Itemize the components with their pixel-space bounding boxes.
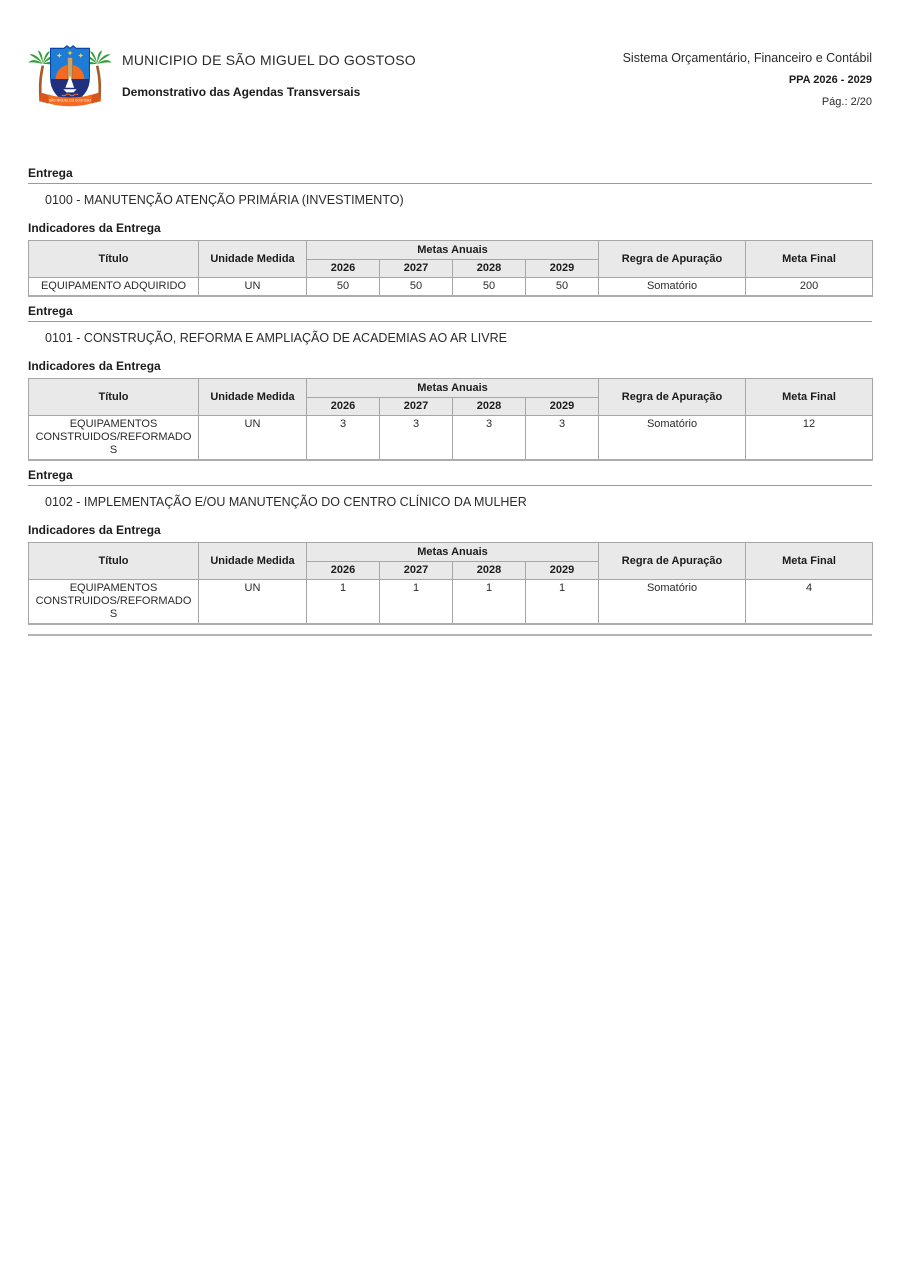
col-header-year-2028: 2028	[453, 562, 526, 580]
ppa-period: PPA 2026 - 2029	[788, 74, 872, 86]
shield	[51, 46, 90, 104]
col-header-year-2026: 2026	[307, 562, 380, 580]
cell-meta-2028: 50	[453, 278, 526, 297]
cell-titulo: EQUIPAMENTOS CONSTRUIDOS/REFORMADOS	[29, 416, 199, 461]
col-header-metas-anuais: Metas Anuais	[307, 543, 599, 562]
cell-titulo: EQUIPAMENTO ADQUIRIDO	[29, 278, 199, 297]
municipal-coat-of-arms-icon	[28, 36, 112, 118]
col-header-unidade-medida: Unidade Medida	[199, 241, 307, 278]
indicator-row	[29, 416, 873, 461]
col-header-unidade-medida: Unidade Medida	[199, 379, 307, 416]
header-titles	[122, 36, 416, 99]
cell-meta-2029: 3	[526, 416, 599, 461]
entrega-section	[28, 304, 872, 461]
col-header-year-2029: 2029	[526, 562, 599, 580]
cell-meta-2027: 50	[380, 278, 453, 297]
cell-unidade-medida: UN	[199, 416, 307, 461]
cell-regra-apuracao: Somatório	[599, 278, 746, 297]
col-header-year-2026: 2026	[307, 398, 380, 416]
indicators-heading: Indicadores da Entrega	[28, 221, 161, 235]
col-header-year-2026: 2026	[307, 260, 380, 278]
col-header-titulo: Título	[29, 543, 199, 580]
cell-meta-final: 200	[746, 278, 873, 297]
col-header-regra-apuracao: Regra de Apuração	[599, 241, 746, 278]
cell-titulo: EQUIPAMENTOS CONSTRUIDOS/REFORMADOS	[29, 580, 199, 625]
col-header-titulo: Título	[29, 379, 199, 416]
indicators-table	[28, 542, 873, 625]
entrega-title: 0100 - MANUTENÇÃO ATENÇÃO PRIMÁRIA (INVESTIMENTO)	[45, 193, 404, 207]
cell-meta-2026: 1	[307, 580, 380, 625]
col-header-metas-anuais: Metas Anuais	[307, 379, 599, 398]
closing-divider	[28, 634, 872, 636]
cell-meta-final: 12	[746, 416, 873, 461]
col-header-year-2029: 2029	[526, 398, 599, 416]
indicators-heading: Indicadores da Entrega	[28, 359, 161, 373]
col-header-regra-apuracao: Regra de Apuração	[599, 379, 746, 416]
indicator-row	[29, 278, 873, 297]
col-header-meta-final: Meta Final	[746, 241, 873, 278]
col-header-year-2027: 2027	[380, 260, 453, 278]
col-header-titulo: Título	[29, 241, 199, 278]
ribbon-text: SÃO MIGUEL DO GOSTOSO	[49, 98, 91, 103]
entrega-section	[28, 166, 872, 297]
col-header-meta-final: Meta Final	[746, 379, 873, 416]
entrega-heading: Entrega	[28, 304, 872, 322]
col-header-metas-anuais: Metas Anuais	[307, 241, 599, 260]
cell-unidade-medida: UN	[199, 278, 307, 297]
indicators-table	[28, 378, 873, 461]
col-header-year-2028: 2028	[453, 260, 526, 278]
col-header-year-2029: 2029	[526, 260, 599, 278]
report-header	[28, 0, 872, 118]
report-title: Demonstrativo das Agendas Transversais	[122, 85, 361, 99]
cell-meta-2028: 1	[453, 580, 526, 625]
col-header-year-2028: 2028	[453, 398, 526, 416]
entrega-title: 0101 - CONSTRUÇÃO, REFORMA E AMPLIAÇÃO DE ACADEMIAS AO AR LIVRE	[45, 331, 507, 345]
entrega-heading: Entrega	[28, 166, 872, 184]
col-header-year-2027: 2027	[380, 562, 453, 580]
header-meta	[623, 36, 872, 108]
cell-meta-2027: 1	[380, 580, 453, 625]
cell-regra-apuracao: Somatório	[599, 416, 746, 461]
cell-meta-2028: 3	[453, 416, 526, 461]
cell-meta-2026: 3	[307, 416, 380, 461]
indicators-heading: Indicadores da Entrega	[28, 523, 161, 537]
entrega-heading: Entrega	[28, 468, 872, 486]
coat-of-arms-graphic	[28, 36, 112, 118]
municipality-name: MUNICIPIO DE SÃO MIGUEL DO GOSTOSO	[122, 52, 416, 68]
entrega-section	[28, 468, 872, 625]
col-header-unidade-medida: Unidade Medida	[199, 543, 307, 580]
col-header-year-2027: 2027	[380, 398, 453, 416]
cell-meta-final: 4	[746, 580, 873, 625]
page-number: Pág.: 2/20	[821, 96, 872, 108]
cell-meta-2029: 1	[526, 580, 599, 625]
cell-meta-2026: 50	[307, 278, 380, 297]
cell-meta-2027: 3	[380, 416, 453, 461]
indicator-row	[29, 580, 873, 625]
indicators-table	[28, 240, 873, 297]
col-header-regra-apuracao: Regra de Apuração	[599, 543, 746, 580]
cell-meta-2029: 50	[526, 278, 599, 297]
system-name: Sistema Orçamentário, Financeiro e Contábil	[622, 51, 872, 65]
sections-container	[28, 166, 872, 625]
cell-unidade-medida: UN	[199, 580, 307, 625]
cell-regra-apuracao: Somatório	[599, 580, 746, 625]
col-header-meta-final: Meta Final	[746, 543, 873, 580]
entrega-title: 0102 - IMPLEMENTAÇÃO E/OU MANUTENÇÃO DO CENTRO CLÍNICO DA MULHER	[45, 495, 527, 509]
